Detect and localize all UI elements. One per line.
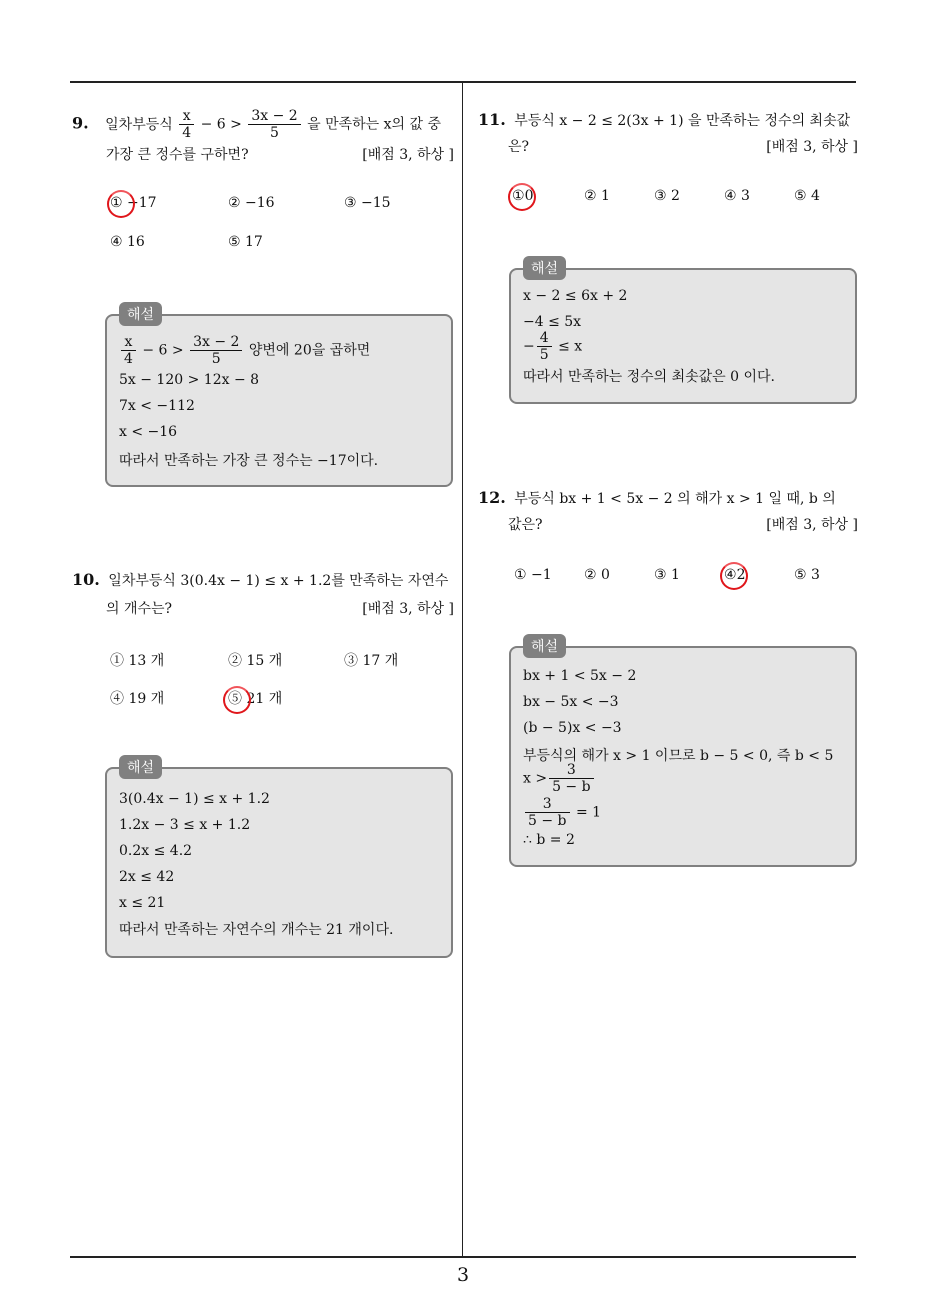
choice-4[interactable]: ④ 3 (724, 188, 750, 204)
question-11 (478, 110, 858, 156)
question-text: 부등식 bx + 1 < 5x − 2 의 해가 x > 1 일 때, b 의 (514, 491, 836, 507)
choice-5[interactable]: ⑤ 3 (794, 567, 820, 583)
column-divider (462, 83, 463, 1256)
solution-line: $\frac{3}{5 - b}$ = 1 (523, 796, 601, 829)
solution-line: x − 2 ≤ 6x + 2 (523, 288, 628, 304)
solution-label: 해설 (119, 302, 162, 326)
solution-line: bx − 5x < −3 (523, 694, 619, 710)
question-number: 12. (478, 488, 506, 507)
solution-line: 1.2x − 3 ≤ x + 1.2 (119, 817, 251, 833)
question-number: 9. (72, 113, 89, 133)
choice-2[interactable]: ② −16 (228, 195, 275, 211)
choice-1[interactable]: ① 13 개 (110, 653, 165, 669)
choice-4[interactable]: ④ 19 개 (110, 691, 165, 707)
solution-line: (b − 5)x < −3 (523, 720, 622, 736)
solution-line: 따라서 만족하는 가장 큰 정수는 −17이다. (119, 453, 379, 469)
solution-label: 해설 (119, 755, 162, 779)
question-number: 11. (478, 110, 506, 129)
question-text: 을 만족하는 x의 값 중 (307, 116, 442, 133)
fraction: $\frac{3x - 2}{5}$ (248, 108, 300, 141)
solution-box (105, 307, 453, 487)
solution-line: ∴ b = 2 (523, 832, 575, 848)
choice-1[interactable]: ① −17 (110, 195, 157, 211)
choice-2[interactable]: ② 0 (584, 567, 610, 583)
solution-line: 5x − 120 > 12x − 8 (119, 372, 260, 388)
solution-line: −4 ≤ 5x (523, 314, 582, 330)
question-text: − 6 > (200, 116, 242, 133)
solution-line: 7x < −112 (119, 398, 195, 414)
choice-5[interactable]: ⑤ 21 개 (228, 688, 282, 708)
solution-line: $\frac{x}{4}$ − 6 > $\frac{3x - 2}{5}$ 양변에 20을 곱하면 (119, 334, 370, 367)
question-text: 가장 큰 정수를 구하면? (106, 147, 249, 163)
top-rule (70, 81, 856, 83)
bottom-rule (70, 1256, 856, 1258)
solution-box (509, 639, 857, 867)
answer-mark (508, 183, 536, 211)
choice-4[interactable]: ④2 (724, 567, 745, 583)
score-meta: [배점 3, 하상 ] (766, 517, 858, 533)
solution-line: bx + 1 < 5x − 2 (523, 668, 637, 684)
question-10 (72, 570, 454, 618)
choice-3[interactable]: ③ 2 (654, 188, 680, 204)
page-number: 3 (456, 1264, 470, 1286)
solution-label: 해설 (523, 634, 566, 658)
answer-mark (107, 190, 135, 218)
solution-line: 따라서 만족하는 자연수의 개수는 21 개이다. (119, 922, 394, 938)
answer-mark (720, 562, 748, 590)
choice-1[interactable]: ① −1 (514, 567, 552, 583)
choice-3[interactable]: ③ 17 개 (344, 653, 399, 669)
solution-line: − $\frac{4}{5}$ ≤ x (523, 330, 583, 363)
solution-line: x > $\frac{3}{5 - b}$ (523, 762, 596, 795)
choice-5[interactable]: ⑤ 4 (794, 188, 820, 204)
solution-line: 3(0.4x − 1) ≤ x + 1.2 (119, 791, 270, 807)
solution-label: 해설 (523, 256, 566, 280)
question-text: 값은? (508, 517, 543, 533)
choice-2[interactable]: ② 15 개 (228, 653, 283, 669)
choice-4[interactable]: ④ 16 (110, 234, 145, 250)
choice-3[interactable]: ③ 1 (654, 567, 680, 583)
question-number: 10. (72, 570, 100, 589)
score-meta: [배점 3, 하상 ] (766, 139, 858, 155)
solution-line: 따라서 만족하는 정수의 최솟값은 0 이다. (523, 369, 775, 385)
solution-box (509, 261, 857, 404)
solution-line: 부등식의 해가 x > 1 이므로 b − 5 < 0, 즉 b < 5 (523, 748, 834, 764)
fraction: $\frac{x}{4}$ (179, 108, 194, 141)
solution-box (105, 760, 453, 958)
solution-line: 0.2x ≤ 4.2 (119, 843, 193, 859)
choice-2[interactable]: ② 1 (584, 188, 610, 204)
choice-1[interactable]: ①0 (512, 188, 533, 204)
solution-line: 2x ≤ 42 (119, 869, 175, 885)
question-text: 은? (508, 139, 530, 155)
score-meta: [배점 3, 하상 ] (362, 147, 454, 163)
question-text: 일차부등식 3(0.4x − 1) ≤ x + 1.2를 만족하는 자연수 (108, 573, 449, 589)
question-text: 의 개수는? (106, 601, 173, 617)
question-text: 부등식 x − 2 ≤ 2(3x + 1) 을 만족하는 정수의 최솟값 (514, 113, 851, 129)
question-12 (478, 488, 858, 534)
answer-mark (223, 686, 251, 714)
choice-3[interactable]: ③ −15 (344, 195, 391, 211)
solution-line: x < −16 (119, 424, 178, 440)
question-text: 일차부등식 (105, 116, 173, 133)
solution-line: x ≤ 21 (119, 895, 166, 911)
choice-5[interactable]: ⑤ 17 (228, 234, 263, 250)
question-9 (72, 108, 454, 164)
score-meta: [배점 3, 하상 ] (362, 601, 454, 617)
